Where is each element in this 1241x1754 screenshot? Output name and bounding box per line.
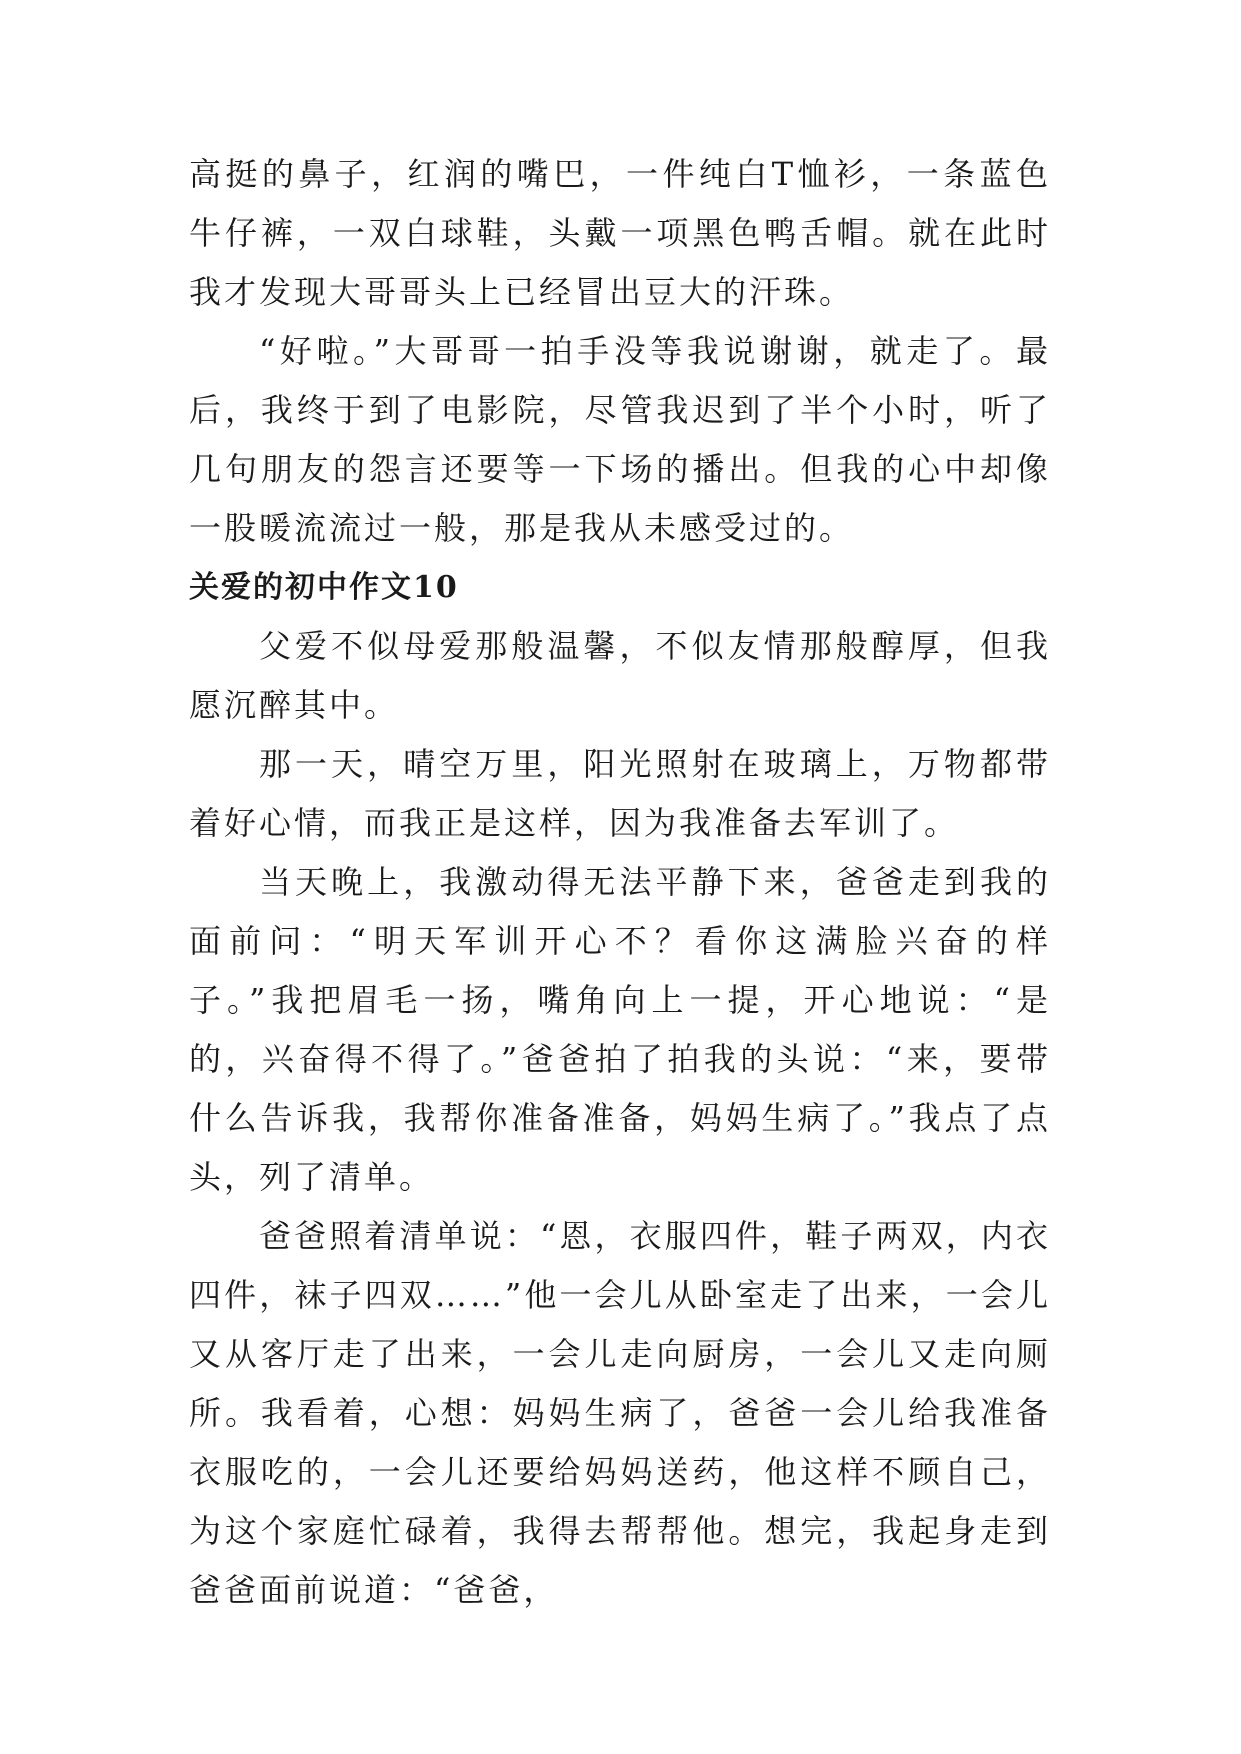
essay-title: 关爱的初中作文10 bbox=[189, 570, 459, 605]
paragraph: 高挺的鼻子，红润的嘴巴，一件纯白T恤衫，一条蓝色牛仔裤，一双白球鞋，头戴一项黑色鸭舌帽。就在此时我才发现大哥哥头上已经冒出豆大的汗珠。 bbox=[189, 155, 1051, 311]
paragraph: 父爱不似母爱那般温馨，不似友情那般醇厚，但我愿沉醉其中。 bbox=[189, 627, 1051, 724]
paragraph: 爸爸照着清单说：“恩，衣服四件，鞋子两双，内衣四件，袜子四双……”他一会儿从卧室走了出来，一会儿又从客厅走了出来，一会儿走向厨房，一会儿又走向厕所。我看着，心想：妈妈生病了，爸爸一会儿给我准备衣服吃的，一会儿还要给妈妈送药，他这样不顾自己，为这个家庭忙碌着，我得去帮帮他。想完，我起身走到爸爸面前说道：“爸爸， bbox=[189, 1217, 1051, 1609]
continuation-text bbox=[189, 145, 1051, 558]
paragraph: “好啦。”大哥哥一拍手没等我说谢谢，就走了。最后，我终于到了电影院，尽管我迟到了半个小时，听了几句朋友的怨言还要等一下场的播出。但我的心中却像一股暖流流过一般，那是我从未感受过的。 bbox=[189, 332, 1051, 547]
paragraph: 那一天，晴空万里，阳光照射在玻璃上，万物都带着好心情，而我正是这样，因为我准备去军训了。 bbox=[189, 745, 1051, 842]
paragraph: 当天晚上，我激动得无法平静下来，爸爸走到我的面前问：“明天军训开心不？看你这满脸兴奋的样子。”我把眉毛一扬，嘴角向上一提，开心地说：“是的，兴奋得不得了。”爸爸拍了拍我的头说：“来，要带什么告诉我，我帮你准备准备，妈妈生病了。”我点了点头，列了清单。 bbox=[189, 863, 1051, 1196]
essay-section bbox=[189, 558, 1051, 1620]
